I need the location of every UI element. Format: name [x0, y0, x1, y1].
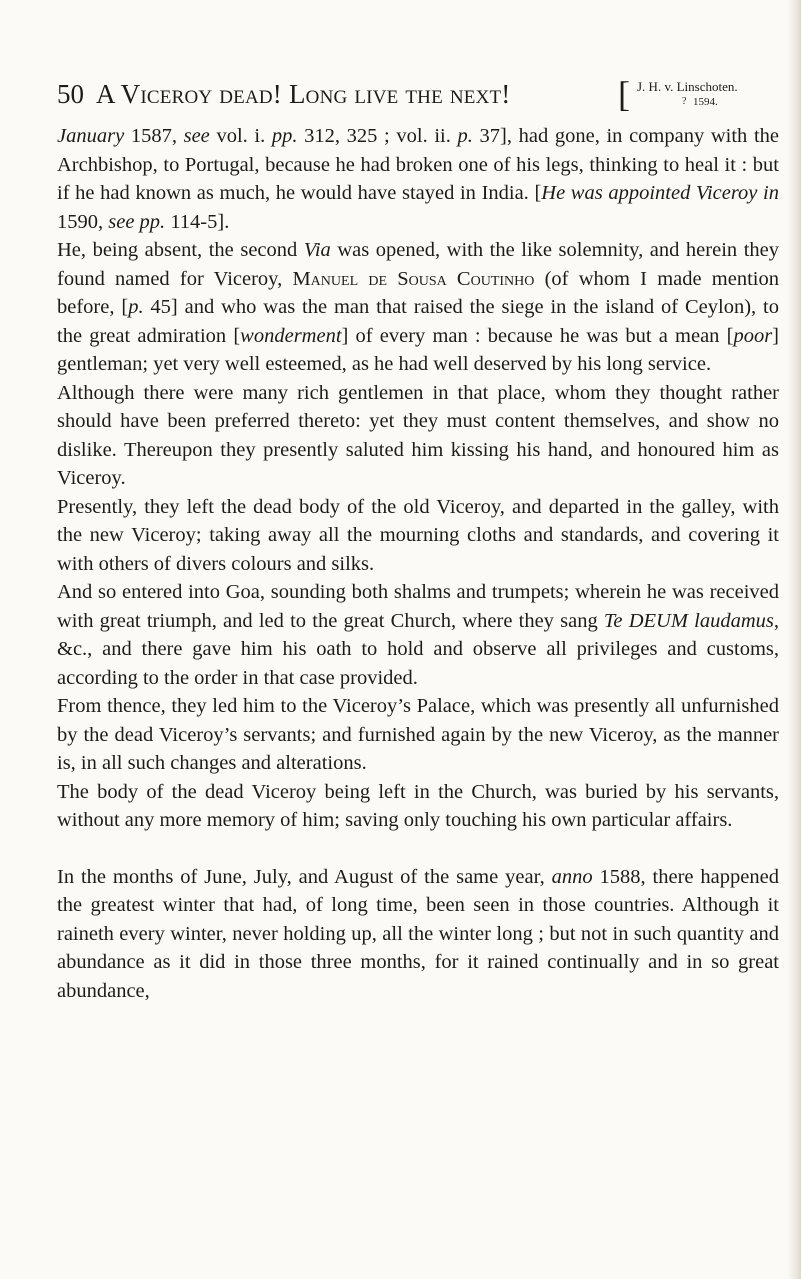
italic-run: Te DEUM laudamus [603, 609, 774, 632]
text-run: He, being absent, the second [57, 239, 304, 261]
running-header [57, 72, 757, 116]
paragraph [57, 122, 779, 236]
text-run: The body of the dead Viceroy being left in the Church, was buried by his servants, without any more memory of him; saving only touching his own particular affairs. [57, 780, 779, 831]
paragraph [57, 778, 779, 835]
italic-run: see [183, 125, 210, 147]
paragraph [57, 692, 779, 778]
text-run: From thence, they led him to the Viceroy’s Palace, which was presently all unfurnished by the dead Viceroy’s servants; and furnished again by the new Viceroy, as the manner is, in all such changes and alterations. [57, 695, 779, 774]
italic-run: p. [128, 296, 144, 318]
text-run: (of whom I made mention before, [ [57, 267, 779, 318]
paragraph [57, 863, 779, 1006]
credit-mark: ? [682, 96, 687, 107]
text-run: ] gentleman; yet very well esteemed, as he had well deserved by his long service. [57, 324, 779, 375]
text-run: Presently, they left the dead body of the old Viceroy, and departed in the galley, with the new Viceroy; taking away all the mourning cloths and standards, and covering it with others of divers colours and silks. [57, 495, 779, 575]
italic-run: p. [457, 125, 473, 147]
italic-run: January [57, 125, 125, 147]
italic-run: He was appointed Viceroy in [541, 182, 779, 204]
text-run: 37], had gone, in company with the Archbishop, to Portugal, because he had broken one of his legs, thinking to heal it : but if he had known as much, he would have stayed in India. [ [57, 125, 779, 204]
text-run: 312, 325 ; vol. ii. [297, 125, 458, 147]
text-run: 1588, there happened the greatest winter that had, of long time, been seen in those countries. Although it raineth every winter, never holding up, all the winter long ; but not in such quantity and abundance as it did in those three months, for it rained continually and in so great abundance, [57, 865, 779, 1002]
paragraph [57, 236, 779, 379]
header-bracket: [ [618, 74, 630, 114]
italic-run: wonderment [240, 324, 342, 347]
body-text [57, 122, 779, 1005]
paragraph [57, 379, 779, 493]
page-number: 50 [57, 79, 84, 109]
italic-run: poor [733, 324, 773, 347]
text-run: was opened, with the like solemnity, and herein they found named for Viceroy, [57, 239, 779, 290]
running-title: A Viceroy dead! Long live the next! [96, 79, 511, 109]
author-name: J. H. v. Linschoten. [637, 79, 738, 94]
italic-run: Via [303, 239, 331, 261]
text-run: And so entered into Goa, sounding both shalms and trumpets; wherein he was received with great triumph, and led to the great Church, where they sang [57, 581, 779, 632]
text-run: 1590, [57, 210, 109, 233]
author-credit [637, 79, 738, 108]
paragraph-gap [57, 835, 779, 863]
text-run: 1587, [124, 125, 184, 147]
small-caps-run: Manuel de Sousa Coutinho [292, 267, 535, 290]
text-run: ] of every man : because he was but a mean [ [341, 324, 734, 347]
paragraph [57, 493, 779, 579]
text-run: , &c., and there gave him his oath to hold and observe all privileges and customs, according to the order in that case provided. [57, 609, 779, 689]
text-run: 114-5]. [165, 210, 230, 233]
italic-run: anno [551, 865, 593, 888]
text-run: 45] and who was the man that raised the siege in the island of Ceylon), to the great admiration [ [57, 296, 780, 347]
page-edge [787, 0, 801, 1279]
author-year: 1594. [693, 96, 718, 108]
paragraph [57, 578, 779, 692]
italic-run: pp. [271, 125, 298, 147]
text-run: In the months of June, July, and August of the same year, [57, 865, 552, 888]
text-run: Although there were many rich gentlemen in that place, whom they thought rather should have been preferred thereto: yet they must content themselves, and show no dislike. Thereupon they presently saluted him kissing his hand, and honoured him as Viceroy. [57, 381, 779, 489]
italic-run: see pp. [108, 210, 166, 233]
text-run: vol. i. [209, 125, 272, 147]
